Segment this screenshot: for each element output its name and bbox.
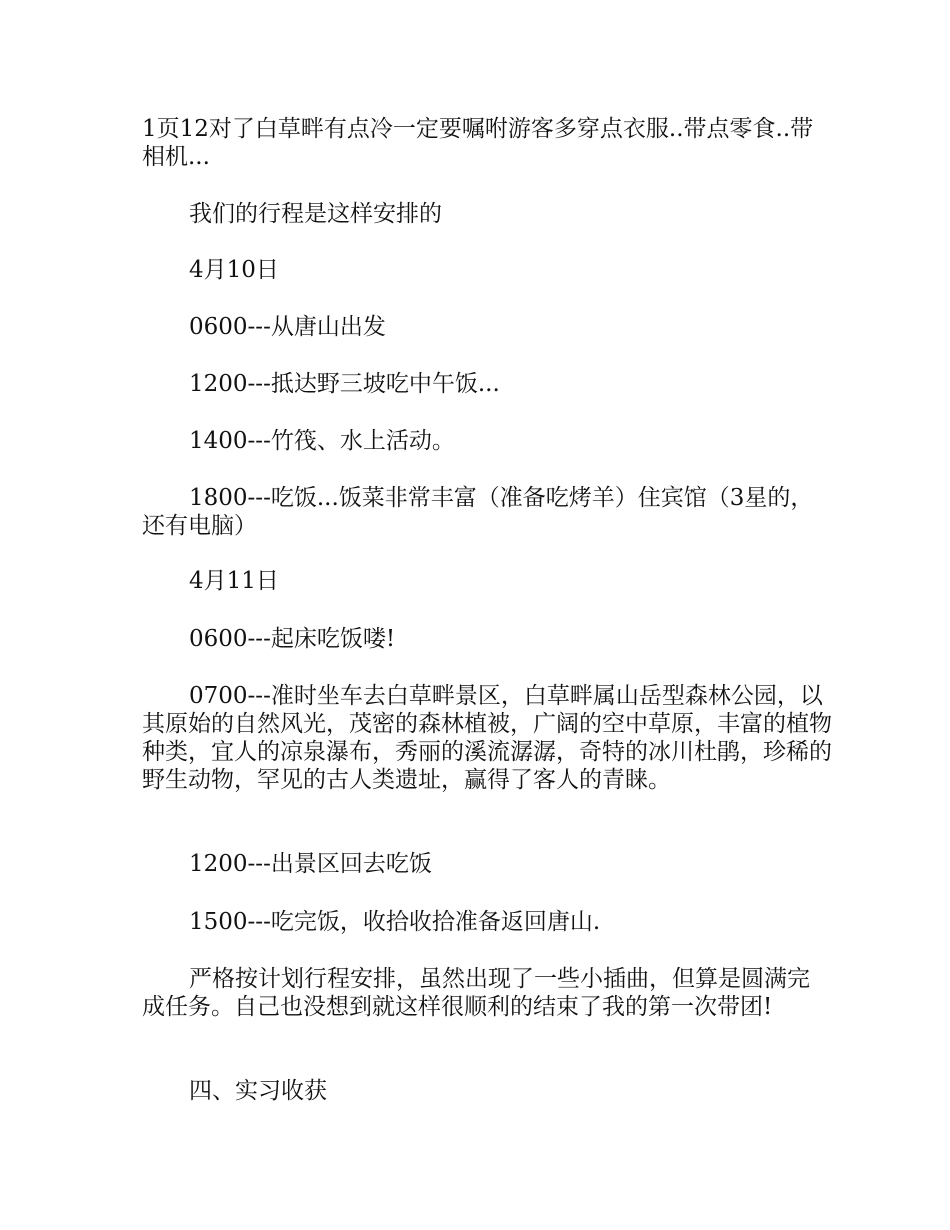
paragraph-day-one-0600: 0600---从唐山出发: [189, 314, 386, 340]
paragraph-day-two-1200: 1200---出景区回去吃饭: [189, 851, 432, 877]
paragraph-day-one-1200: 1200---抵达野三坡吃中午饭...: [189, 371, 500, 397]
paragraph-itinerary-heading: 我们的行程是这样安排的: [189, 201, 442, 227]
paragraph-day-two-1500: 1500---吃完饭，收拾收拾准备返回唐山.: [189, 909, 601, 935]
paragraph-day-one-1800: 1800---吃饭...饭菜非常丰富（准备吃烤羊）住宾馆（3星的，还有电脑）: [142, 485, 814, 539]
paragraph-day-one-date: 4月10日: [189, 257, 279, 283]
paragraph-intro-note: 1页12对了白草畔有点冷一定要嘱咐游客多穿点衣服..带点零食..带相机...: [142, 116, 814, 170]
paragraph-day-two-0700: 0700---准时坐车去白草畔景区，白草畔属山岳型森林公园，以其原始的自然风光，茂密的森林植被，广阔的空中草原，丰富的植物种类，宜人的凉泉瀑布，秀丽的溪流潺潺，奇特的冰川杜鹃，珍稀的野生动物，罕见的古人类遗址，赢得了客人的青睐。: [142, 683, 832, 793]
paragraph-summary: 严格按计划行程安排，虽然出现了一些小插曲，但算是圆满完成任务。自己也没想到就这样很顺利的结束了我的第一次带团!: [142, 966, 810, 1020]
paragraph-day-one-1400: 1400---竹筏、水上活动。: [189, 428, 455, 454]
paragraph-day-two-0600: 0600---起床吃饭喽!: [189, 626, 396, 652]
section-heading-internship-gains: 四、实习收获: [189, 1078, 327, 1104]
paragraph-day-two-date: 4月11日: [189, 568, 279, 594]
